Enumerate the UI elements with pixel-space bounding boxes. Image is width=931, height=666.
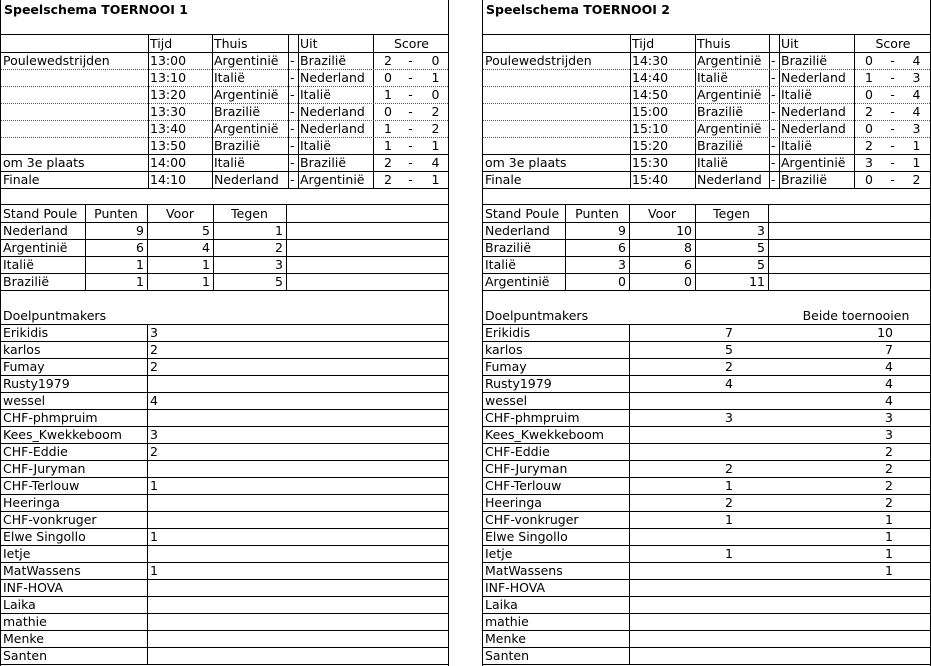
scorer-row-rule — [1, 545, 448, 546]
scorer-name: CHF-Eddie — [3, 444, 68, 459]
match-col-divider — [298, 35, 299, 188]
scorer-name: MatWassens — [3, 563, 81, 578]
match-home-score: 2 — [865, 138, 873, 153]
scorers-label: Doelpuntmakers — [485, 308, 589, 323]
scorer-goals — [693, 613, 733, 630]
match-home-team: Brazilië — [697, 138, 744, 153]
match-home-team: Brazilië — [214, 104, 261, 119]
standings-tegen: 2 — [275, 240, 283, 255]
scorer-name: Erikidis — [485, 325, 531, 340]
standings-team: Brazilië — [3, 274, 50, 289]
scorer-total — [853, 613, 893, 630]
match-away-score: 1 — [912, 138, 921, 153]
standings-voor: 4 — [202, 240, 210, 255]
standings-tegen: 11 — [749, 274, 765, 289]
standings-header-punten: Punten — [575, 206, 619, 221]
standings-col-divider — [768, 205, 769, 290]
match-separator: - — [290, 104, 295, 119]
standings-punten: 0 — [618, 274, 626, 289]
match-home-score: 3 — [865, 155, 873, 170]
match-score-dash: - — [408, 53, 413, 68]
match-home-score: 0 — [384, 70, 392, 85]
col-header-tijd: Tijd — [150, 36, 173, 51]
match-home-team: Argentinië — [214, 87, 279, 102]
match-col-divider — [288, 35, 289, 188]
scorer-row-rule — [1, 579, 448, 580]
scorer-total: 4 — [885, 359, 893, 374]
scorer-goals: 2 — [725, 359, 733, 374]
scorer-goals: 4 — [150, 393, 158, 408]
scorer-name: wessel — [3, 393, 46, 408]
match-home-team: Argentinië — [697, 121, 762, 136]
scorer-name: Ietje — [3, 546, 31, 561]
scorer-name: Elwe Singollo — [485, 529, 568, 544]
match-away-team: Italië — [781, 138, 812, 153]
match-time: 14:30 — [632, 53, 669, 68]
match-separator: - — [771, 70, 776, 85]
match-separator: - — [290, 53, 295, 68]
match-home-team: Italië — [697, 70, 728, 85]
scorer-name: Santen — [3, 648, 48, 663]
scorer-name: Elwe Singollo — [3, 529, 86, 544]
scorer-name: Rusty1979 — [485, 376, 552, 391]
scorer-name: Kees_Kwekkeboom — [3, 427, 122, 442]
standings-team: Brazilië — [485, 240, 532, 255]
scorer-name: Santen — [485, 648, 530, 663]
match-away-score: 0 — [431, 87, 440, 102]
scorer-goals — [693, 596, 733, 613]
scorer-row-rule — [1, 392, 448, 393]
standings-team: Argentinië — [3, 240, 68, 255]
scorer-name: mathie — [485, 614, 529, 629]
scorer-row-rule — [1, 341, 448, 342]
scorer-row-rule — [1, 358, 448, 359]
scorer-goals — [693, 630, 733, 647]
match-home-score: 0 — [865, 53, 873, 68]
match-stage-label: Poulewedstrijden — [3, 53, 110, 68]
scorer-name: wessel — [485, 393, 528, 408]
standings-voor: 1 — [202, 274, 210, 289]
match-home-score: 1 — [384, 87, 392, 102]
match-home-score: 2 — [384, 53, 392, 68]
standings-punten: 6 — [618, 240, 626, 255]
scorer-name: Fumay — [485, 359, 527, 374]
scorer-name: CHF-vonkruger — [3, 512, 97, 527]
scorer-row-rule — [483, 664, 930, 665]
match-col-divider — [373, 35, 374, 188]
col-header-score: Score — [875, 36, 911, 51]
scorer-goals: 2 — [150, 359, 158, 374]
match-stage-label: Finale — [3, 172, 40, 187]
match-score-dash: - — [408, 87, 413, 102]
scorer-row-rule — [1, 596, 448, 597]
standings-voor: 0 — [684, 274, 692, 289]
match-home-score: 0 — [384, 104, 392, 119]
standings-team: Argentinië — [485, 274, 550, 289]
match-time: 13:10 — [150, 70, 187, 85]
match-home-score: 0 — [865, 87, 873, 102]
match-away-team: Nederland — [300, 104, 365, 119]
scorer-goals: 2 — [150, 444, 158, 459]
match-away-team: Argentinië — [781, 155, 846, 170]
standings-tegen: 5 — [275, 274, 283, 289]
match-separator: - — [290, 70, 295, 85]
scorer-goals: 3 — [150, 427, 158, 442]
match-away-score: 4 — [912, 87, 921, 102]
match-away-team: Brazilië — [300, 53, 347, 68]
scorer-total — [853, 630, 893, 647]
match-home-score: 1 — [384, 121, 392, 136]
scorer-goals — [693, 562, 733, 579]
standings-header-tegen: Tegen — [231, 206, 268, 221]
match-col-divider — [630, 35, 631, 188]
standings-team: Italië — [485, 257, 516, 272]
match-away-team: Nederland — [300, 70, 365, 85]
scorer-goals: 2 — [150, 342, 158, 357]
match-score-dash: - — [890, 121, 895, 136]
scorer-row-rule — [1, 647, 448, 648]
scorer-name: Heeringa — [485, 495, 542, 510]
match-home-score: 2 — [384, 155, 392, 170]
match-away-score: 1 — [431, 70, 440, 85]
match-away-score: 0 — [431, 53, 440, 68]
scorer-goals — [693, 392, 733, 409]
match-time: 14:10 — [150, 172, 187, 187]
scorer-goals: 7 — [725, 325, 733, 340]
match-home-score: 2 — [865, 104, 873, 119]
match-col-divider — [769, 35, 770, 188]
standings-header-voor: Voor — [647, 206, 676, 221]
scorer-total: 2 — [885, 478, 893, 493]
match-home-team: Argentinië — [214, 53, 279, 68]
match-away-team: Nederland — [781, 104, 846, 119]
match-away-score: 1 — [912, 155, 921, 170]
scorer-name: CHF-phmpruim — [3, 410, 98, 425]
match-separator: - — [771, 87, 776, 102]
match-separator: - — [290, 87, 295, 102]
scorer-row-rule — [1, 613, 448, 614]
match-score-dash: - — [408, 121, 413, 136]
scorer-total: 2 — [885, 495, 893, 510]
match-time: 14:50 — [632, 87, 669, 102]
match-home-team: Nederland — [214, 172, 279, 187]
scorer-name: MatWassens — [485, 563, 563, 578]
scorer-name: Rusty1979 — [3, 376, 70, 391]
match-away-score: 2 — [431, 121, 440, 136]
match-time: 13:00 — [150, 53, 187, 68]
scorer-total: 1 — [885, 529, 893, 544]
col-header-tijd: Tijd — [632, 36, 655, 51]
match-away-score: 2 — [431, 104, 440, 119]
match-stage-label: om 3e plaats — [485, 155, 567, 170]
scorer-row-rule — [1, 630, 448, 631]
match-row-rule — [1, 188, 448, 189]
scorer-total: 4 — [885, 376, 893, 391]
match-away-team: Italië — [781, 87, 812, 102]
scorer-total — [853, 579, 893, 596]
standings-punten: 1 — [136, 274, 144, 289]
match-col-divider — [212, 35, 213, 188]
match-col-divider — [695, 35, 696, 188]
scorer-total: 1 — [885, 512, 893, 527]
tournament-1-sheet — [0, 0, 449, 666]
match-time: 13:50 — [150, 138, 187, 153]
match-score-dash: - — [408, 138, 413, 153]
match-time: 13:30 — [150, 104, 187, 119]
standings-tegen: 5 — [757, 257, 765, 272]
match-home-team: Argentinië — [214, 121, 279, 136]
match-separator: - — [771, 121, 776, 136]
scorer-name: CHF-Terlouw — [3, 478, 80, 493]
match-time: 15:40 — [632, 172, 669, 187]
scorer-name: Ietje — [485, 546, 513, 561]
scorer-goals: 2 — [725, 495, 733, 510]
match-away-team: Nederland — [781, 121, 846, 136]
scorer-name: Laika — [3, 597, 36, 612]
match-score-dash: - — [408, 172, 413, 187]
standings-header-punten: Punten — [94, 206, 138, 221]
scorers-label: Doelpuntmakers — [3, 308, 107, 323]
scorers-header-rule — [1, 324, 448, 325]
match-away-team: Brazilië — [300, 155, 347, 170]
scorer-total: 4 — [885, 393, 893, 408]
scorer-goals — [693, 647, 733, 664]
match-away-team: Italië — [300, 87, 331, 102]
scorer-goals: 5 — [725, 342, 733, 357]
scorer-total: 2 — [885, 444, 893, 459]
scorer-name: Heeringa — [3, 495, 60, 510]
match-row-rule — [483, 188, 930, 189]
standings-tegen: 5 — [757, 240, 765, 255]
match-away-team: Brazilië — [781, 172, 828, 187]
match-home-team: Brazilië — [697, 104, 744, 119]
match-home-team: Argentinië — [697, 87, 762, 102]
scorer-total: 3 — [885, 410, 893, 425]
scorer-name: CHF-Juryman — [485, 461, 568, 476]
standings-team: Nederland — [3, 223, 68, 238]
match-home-score: 2 — [384, 172, 392, 187]
match-score-dash: - — [890, 155, 895, 170]
scorer-name: Menke — [3, 631, 44, 646]
scorer-total: 1 — [885, 546, 893, 561]
col-header-thuis: Thuis — [697, 36, 731, 51]
scorers-extra-label: Beide toernooien — [802, 308, 910, 323]
scorer-goals: 1 — [725, 512, 733, 527]
scorer-name: INF-HOVA — [485, 580, 546, 595]
match-separator: - — [771, 104, 776, 119]
match-stage-label: Finale — [485, 172, 522, 187]
match-separator: - — [290, 172, 295, 187]
match-away-team: Nederland — [781, 70, 846, 85]
match-stage-label: om 3e plaats — [3, 155, 85, 170]
scorer-total: 3 — [885, 427, 893, 442]
scorer-goals: 1 — [150, 478, 158, 493]
scorer-name: mathie — [3, 614, 47, 629]
col-header-uit: Uit — [781, 36, 799, 51]
match-score-dash: - — [890, 138, 895, 153]
standings-row-rule — [483, 290, 930, 291]
scorer-total — [853, 596, 893, 613]
match-away-score: 2 — [912, 172, 921, 187]
standings-header-voor: Voor — [165, 206, 194, 221]
scorer-name: Erikidis — [3, 325, 49, 340]
match-time: 15:30 — [632, 155, 669, 170]
standings-punten: 9 — [618, 223, 626, 238]
match-separator: - — [771, 172, 776, 187]
match-score-dash: - — [408, 104, 413, 119]
match-home-team: Argentinië — [697, 53, 762, 68]
standings-voor: 6 — [684, 257, 692, 272]
standings-row-rule — [1, 290, 448, 291]
scorer-name: CHF-Terlouw — [485, 478, 562, 493]
scorer-name: Kees_Kwekkeboom — [485, 427, 604, 442]
match-time: 15:20 — [632, 138, 669, 153]
match-time: 15:10 — [632, 121, 669, 136]
standings-header-label: Stand Poule — [3, 206, 78, 221]
scorer-goals: 3 — [725, 410, 733, 425]
match-home-team: Nederland — [697, 172, 762, 187]
scorer-total: 7 — [885, 342, 893, 357]
scorer-name: Laika — [485, 597, 518, 612]
match-separator: - — [771, 155, 776, 170]
standings-punten: 9 — [136, 223, 144, 238]
scorer-row-rule — [1, 443, 448, 444]
standings-tegen: 1 — [275, 223, 283, 238]
match-away-score: 4 — [912, 104, 921, 119]
match-away-team: Nederland — [300, 121, 365, 136]
match-separator: - — [290, 138, 295, 153]
col-header-thuis: Thuis — [214, 36, 248, 51]
scorer-goals — [693, 443, 733, 460]
scorer-goals: 1 — [725, 546, 733, 561]
match-stage-label: Poulewedstrijden — [485, 53, 592, 68]
scorer-total: 2 — [885, 461, 893, 476]
match-away-score: 4 — [912, 53, 921, 68]
scorer-goals: 1 — [150, 529, 158, 544]
match-away-score: 4 — [431, 155, 440, 170]
scorer-goals — [693, 528, 733, 545]
scorer-total: 1 — [885, 563, 893, 578]
scorer-goals: 4 — [725, 376, 733, 391]
scorer-goals — [693, 579, 733, 596]
standings-tegen: 3 — [757, 223, 765, 238]
scorer-name: CHF-Eddie — [485, 444, 550, 459]
match-away-team: Brazilië — [781, 53, 828, 68]
scorer-name: karlos — [3, 342, 41, 357]
scorer-total: 10 — [877, 325, 893, 340]
match-score-dash: - — [890, 53, 895, 68]
match-score-dash: - — [408, 70, 413, 85]
match-col-divider — [148, 35, 149, 188]
match-away-team: Argentinië — [300, 172, 365, 187]
match-score-dash: - — [890, 104, 895, 119]
standings-col-divider — [286, 205, 287, 290]
scorer-name: CHF-vonkruger — [485, 512, 579, 527]
scorer-goals: 1 — [150, 563, 158, 578]
scorer-total — [853, 647, 893, 664]
match-away-team: Italië — [300, 138, 331, 153]
scorer-name: Fumay — [3, 359, 45, 374]
match-time: 13:40 — [150, 121, 187, 136]
match-home-score: 1 — [865, 70, 873, 85]
scorer-goals: 2 — [725, 461, 733, 476]
match-separator: - — [771, 53, 776, 68]
standings-voor: 10 — [676, 223, 692, 238]
match-separator: - — [290, 155, 295, 170]
match-time: 13:20 — [150, 87, 187, 102]
scorer-goals: 1 — [725, 478, 733, 493]
match-home-score: 0 — [865, 121, 873, 136]
scorer-name: Menke — [485, 631, 526, 646]
match-home-score: 0 — [865, 172, 873, 187]
standings-punten: 6 — [136, 240, 144, 255]
match-home-team: Brazilië — [214, 138, 261, 153]
match-separator: - — [771, 138, 776, 153]
standings-header-label: Stand Poule — [485, 206, 560, 221]
tournament-2-sheet — [482, 0, 931, 666]
standings-voor: 1 — [202, 257, 210, 272]
match-away-score: 3 — [912, 121, 921, 136]
scorer-goals — [693, 426, 733, 443]
standings-tegen: 3 — [275, 257, 283, 272]
standings-voor: 8 — [684, 240, 692, 255]
match-separator: - — [290, 121, 295, 136]
col-header-score: Score — [393, 36, 429, 51]
match-away-score: 1 — [431, 172, 440, 187]
match-score-dash: - — [408, 155, 413, 170]
match-home-score: 1 — [384, 138, 392, 153]
sheet-title: Speelschema TOERNOOI 1 — [4, 2, 188, 17]
standings-header-tegen: Tegen — [713, 206, 750, 221]
match-col-divider — [779, 35, 780, 188]
standings-punten: 1 — [136, 257, 144, 272]
match-away-score: 3 — [912, 70, 921, 85]
match-home-team: Italië — [214, 155, 245, 170]
match-time: 14:40 — [632, 70, 669, 85]
sheet-title: Speelschema TOERNOOI 2 — [486, 2, 670, 17]
standings-punten: 3 — [618, 257, 626, 272]
standings-team: Nederland — [485, 223, 550, 238]
match-home-team: Italië — [697, 155, 728, 170]
match-score-dash: - — [890, 172, 895, 187]
standings-team: Italië — [3, 257, 34, 272]
scorer-name: karlos — [485, 342, 523, 357]
match-time: 14:00 — [150, 155, 187, 170]
scorer-name: CHF-Juryman — [3, 461, 86, 476]
match-time: 15:00 — [632, 104, 669, 119]
scorer-name: CHF-phmpruim — [485, 410, 580, 425]
match-col-divider — [854, 35, 855, 188]
standings-voor: 5 — [202, 223, 210, 238]
scorer-goals: 3 — [150, 325, 158, 340]
match-home-team: Italië — [214, 70, 245, 85]
col-header-uit: Uit — [300, 36, 318, 51]
scorer-row-rule — [1, 494, 448, 495]
match-score-dash: - — [890, 87, 895, 102]
scorer-row-rule — [1, 664, 448, 665]
match-away-score: 1 — [431, 138, 440, 153]
scorer-name: INF-HOVA — [3, 580, 64, 595]
match-score-dash: - — [890, 70, 895, 85]
